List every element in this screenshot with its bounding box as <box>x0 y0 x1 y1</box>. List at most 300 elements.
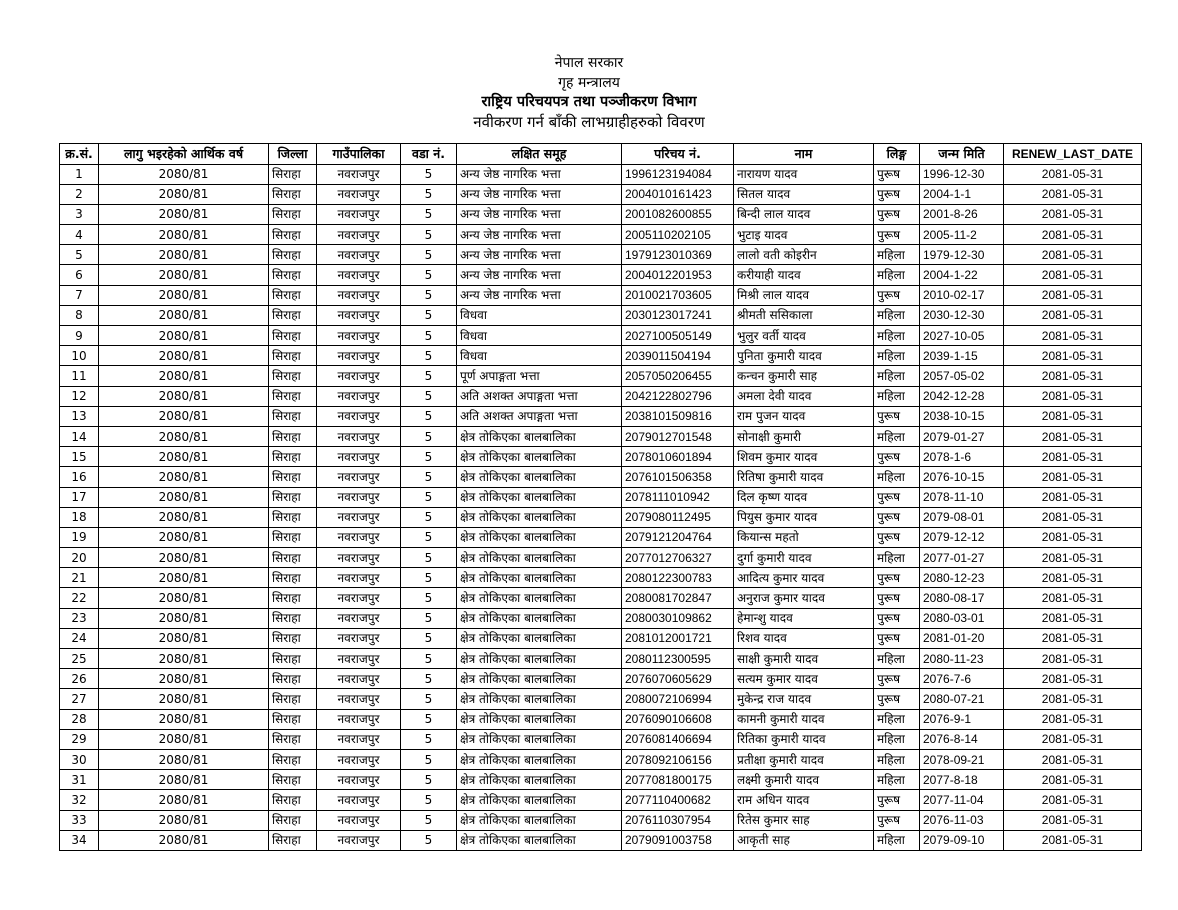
municipality-cell: नवराजपुर <box>317 649 401 669</box>
target-group-cell: क्षेत्र तोकिएका बालबालिका <box>457 830 622 850</box>
district-cell: सिराहा <box>269 709 317 729</box>
gender-cell: पुरूष <box>874 790 920 810</box>
target-group-cell: क्षेत्र तोकिएका बालबालिका <box>457 588 622 608</box>
renew-last-date-cell: 2081-05-31 <box>1004 548 1142 568</box>
target-group-cell: क्षेत्र तोकिएका बालबालिका <box>457 507 622 527</box>
gender-cell: पुरूष <box>874 568 920 588</box>
district-cell: सिराहा <box>269 366 317 386</box>
fiscal-year-cell: 2080/81 <box>99 729 269 749</box>
birth-date-cell: 2078-09-21 <box>920 749 1004 769</box>
id-number-cell: 2076070605629 <box>622 669 734 689</box>
gender-cell: पुरूष <box>874 527 920 547</box>
ward-number-cell: 5 <box>401 326 457 346</box>
id-number-cell: 2005110202105 <box>622 225 734 245</box>
birth-date-cell: 2080-07-21 <box>920 689 1004 709</box>
ward-number-cell: 5 <box>401 487 457 507</box>
id-number-cell: 2010021703605 <box>622 285 734 305</box>
id-number-cell: 2081012001721 <box>622 628 734 648</box>
table-row <box>60 245 1142 265</box>
renew-last-date-cell: 2081-05-31 <box>1004 527 1142 547</box>
district-cell: सिराहा <box>269 669 317 689</box>
column-header: वडा नं. <box>401 144 457 165</box>
renew-last-date-cell: 2081-05-31 <box>1004 649 1142 669</box>
district-cell: सिराहा <box>269 729 317 749</box>
table-row <box>60 669 1142 689</box>
target-group-cell: विधवा <box>457 326 622 346</box>
target-group-cell: क्षेत्र तोकिएका बालबालिका <box>457 487 622 507</box>
fiscal-year-cell: 2080/81 <box>99 245 269 265</box>
district-cell: सिराहा <box>269 285 317 305</box>
birth-date-cell: 1996-12-30 <box>920 164 1004 184</box>
municipality-cell: नवराजपुर <box>317 608 401 628</box>
gender-cell: महिला <box>874 749 920 769</box>
id-number-cell: 2057050206455 <box>622 366 734 386</box>
table-row <box>60 204 1142 224</box>
document-title: नवीकरण गर्न बाँकी लाभग्राहीहरुको विवरण <box>473 112 705 131</box>
table-row <box>60 426 1142 446</box>
id-number-cell: 2080072106994 <box>622 689 734 709</box>
table-row <box>60 790 1142 810</box>
district-cell: सिराहा <box>269 225 317 245</box>
serial-number-cell: 34 <box>60 830 99 850</box>
column-header: परिचय नं. <box>622 144 734 165</box>
fiscal-year-cell: 2080/81 <box>99 749 269 769</box>
target-group-cell: क्षेत्र तोकिएका बालबालिका <box>457 548 622 568</box>
renew-last-date-cell: 2081-05-31 <box>1004 507 1142 527</box>
ward-number-cell: 5 <box>401 245 457 265</box>
fiscal-year-cell: 2080/81 <box>99 628 269 648</box>
renew-last-date-cell: 2081-05-31 <box>1004 790 1142 810</box>
birth-date-cell: 2080-11-23 <box>920 649 1004 669</box>
district-cell: सिराहा <box>269 689 317 709</box>
municipality-cell: नवराजपुर <box>317 588 401 608</box>
municipality-cell: नवराजपुर <box>317 184 401 204</box>
fiscal-year-cell: 2080/81 <box>99 204 269 224</box>
ward-number-cell: 5 <box>401 467 457 487</box>
column-header: जन्म मिति <box>920 144 1004 165</box>
target-group-cell: क्षेत्र तोकिएका बालबालिका <box>457 749 622 769</box>
district-cell: सिराहा <box>269 548 317 568</box>
serial-number-cell: 7 <box>60 285 99 305</box>
fiscal-year-cell: 2080/81 <box>99 487 269 507</box>
birth-date-cell: 2081-01-20 <box>920 628 1004 648</box>
fiscal-year-cell: 2080/81 <box>99 426 269 446</box>
fiscal-year-cell: 2080/81 <box>99 164 269 184</box>
district-cell: सिराहा <box>269 588 317 608</box>
municipality-cell: नवराजपुर <box>317 326 401 346</box>
serial-number-cell: 27 <box>60 689 99 709</box>
birth-date-cell: 2039-1-15 <box>920 346 1004 366</box>
gender-cell: पुरूष <box>874 225 920 245</box>
table-row <box>60 588 1142 608</box>
target-group-cell: क्षेत्र तोकिएका बालबालिका <box>457 709 622 729</box>
name-cell: श्रीमती ससिकाला <box>734 305 874 325</box>
name-cell: हेमान्शु यादव <box>734 608 874 628</box>
ward-number-cell: 5 <box>401 265 457 285</box>
target-group-cell: क्षेत्र तोकिएका बालबालिका <box>457 568 622 588</box>
table-row <box>60 608 1142 628</box>
column-header: नाम <box>734 144 874 165</box>
renew-last-date-cell: 2081-05-31 <box>1004 366 1142 386</box>
birth-date-cell: 2076-7-6 <box>920 669 1004 689</box>
name-cell: पुनिता कुमारी यादव <box>734 346 874 366</box>
id-number-cell: 2038101509816 <box>622 406 734 426</box>
serial-number-cell: 12 <box>60 386 99 406</box>
id-number-cell: 2076110307954 <box>622 810 734 830</box>
name-cell: अनुराज कुमार यादव <box>734 588 874 608</box>
municipality-cell: नवराजपुर <box>317 366 401 386</box>
serial-number-cell: 15 <box>60 447 99 467</box>
target-group-cell: पूर्ण अपाङ्गता भत्ता <box>457 366 622 386</box>
column-header: लागु भइरहेको आर्थिक वर्ष <box>99 144 269 165</box>
id-number-cell: 2079012701548 <box>622 426 734 446</box>
district-cell: सिराहा <box>269 810 317 830</box>
gender-cell: पुरूष <box>874 588 920 608</box>
ward-number-cell: 5 <box>401 608 457 628</box>
municipality-cell: नवराजपुर <box>317 790 401 810</box>
table-header-row <box>60 144 1142 165</box>
target-group-cell: क्षेत्र तोकिएका बालबालिका <box>457 628 622 648</box>
ward-number-cell: 5 <box>401 346 457 366</box>
name-cell: कियान्स महतो <box>734 527 874 547</box>
name-cell: दुर्गा कुमारी यादव <box>734 548 874 568</box>
district-cell: सिराहा <box>269 204 317 224</box>
name-cell: राम अधिन यादव <box>734 790 874 810</box>
fiscal-year-cell: 2080/81 <box>99 568 269 588</box>
id-number-cell: 2079091003758 <box>622 830 734 850</box>
name-cell: नारायण यादव <box>734 164 874 184</box>
name-cell: सोनाक्षी कुमारी <box>734 426 874 446</box>
table-row <box>60 628 1142 648</box>
serial-number-cell: 24 <box>60 628 99 648</box>
municipality-cell: नवराजपुर <box>317 830 401 850</box>
municipality-cell: नवराजपुर <box>317 447 401 467</box>
government-name: नेपाल सरकार <box>554 55 624 71</box>
fiscal-year-cell: 2080/81 <box>99 507 269 527</box>
renew-last-date-cell: 2081-05-31 <box>1004 770 1142 790</box>
table-row <box>60 447 1142 467</box>
document-header <box>0 54 1178 132</box>
ward-number-cell: 5 <box>401 184 457 204</box>
renew-last-date-cell: 2081-05-31 <box>1004 810 1142 830</box>
serial-number-cell: 31 <box>60 770 99 790</box>
birth-date-cell: 2079-12-12 <box>920 527 1004 547</box>
id-number-cell: 1996123194084 <box>622 164 734 184</box>
fiscal-year-cell: 2080/81 <box>99 366 269 386</box>
municipality-cell: नवराजपुर <box>317 346 401 366</box>
district-cell: सिराहा <box>269 326 317 346</box>
district-cell: सिराहा <box>269 527 317 547</box>
ward-number-cell: 5 <box>401 507 457 527</box>
id-number-cell: 2078111010942 <box>622 487 734 507</box>
fiscal-year-cell: 2080/81 <box>99 285 269 305</box>
renew-last-date-cell: 2081-05-31 <box>1004 326 1142 346</box>
fiscal-year-cell: 2080/81 <box>99 689 269 709</box>
serial-number-cell: 30 <box>60 749 99 769</box>
serial-number-cell: 21 <box>60 568 99 588</box>
fiscal-year-cell: 2080/81 <box>99 669 269 689</box>
table-row <box>60 386 1142 406</box>
ward-number-cell: 5 <box>401 669 457 689</box>
ward-number-cell: 5 <box>401 204 457 224</box>
table-row <box>60 164 1142 184</box>
renew-last-date-cell: 2081-05-31 <box>1004 669 1142 689</box>
district-cell: सिराहा <box>269 346 317 366</box>
gender-cell: पुरूष <box>874 608 920 628</box>
name-cell: कन्चन कुमारी साह <box>734 366 874 386</box>
id-number-cell: 2080081702847 <box>622 588 734 608</box>
birth-date-cell: 2010-02-17 <box>920 285 1004 305</box>
gender-cell: पुरूष <box>874 164 920 184</box>
gender-cell: पुरूष <box>874 184 920 204</box>
target-group-cell: क्षेत्र तोकिएका बालबालिका <box>457 810 622 830</box>
ward-number-cell: 5 <box>401 770 457 790</box>
table-row <box>60 285 1142 305</box>
birth-date-cell: 2030-12-30 <box>920 305 1004 325</box>
serial-number-cell: 9 <box>60 326 99 346</box>
renew-last-date-cell: 2081-05-31 <box>1004 346 1142 366</box>
ward-number-cell: 5 <box>401 164 457 184</box>
fiscal-year-cell: 2080/81 <box>99 790 269 810</box>
table-row <box>60 568 1142 588</box>
target-group-cell: अति अशक्त अपाङ्गता भत्ता <box>457 406 622 426</box>
renew-last-date-cell: 2081-05-31 <box>1004 225 1142 245</box>
name-cell: दिल कृष्ण यादव <box>734 487 874 507</box>
serial-number-cell: 20 <box>60 548 99 568</box>
target-group-cell: क्षेत्र तोकिएका बालबालिका <box>457 426 622 446</box>
municipality-cell: नवराजपुर <box>317 265 401 285</box>
district-cell: सिराहा <box>269 568 317 588</box>
serial-number-cell: 17 <box>60 487 99 507</box>
column-header: लक्षित समूह <box>457 144 622 165</box>
gender-cell: महिला <box>874 265 920 285</box>
municipality-cell: नवराजपुर <box>317 507 401 527</box>
birth-date-cell: 2004-1-1 <box>920 184 1004 204</box>
name-cell: रितेस कुमार साह <box>734 810 874 830</box>
name-cell: आदित्य कुमार यादव <box>734 568 874 588</box>
district-cell: सिराहा <box>269 830 317 850</box>
serial-number-cell: 10 <box>60 346 99 366</box>
target-group-cell: क्षेत्र तोकिएका बालबालिका <box>457 447 622 467</box>
name-cell: साक्षी कुमारी यादव <box>734 649 874 669</box>
renew-last-date-cell: 2081-05-31 <box>1004 487 1142 507</box>
renew-last-date-cell: 2081-05-31 <box>1004 164 1142 184</box>
name-cell: रिशव यादव <box>734 628 874 648</box>
fiscal-year-cell: 2080/81 <box>99 265 269 285</box>
gender-cell: महिला <box>874 548 920 568</box>
birth-date-cell: 2005-11-2 <box>920 225 1004 245</box>
fiscal-year-cell: 2080/81 <box>99 326 269 346</box>
renew-last-date-cell: 2081-05-31 <box>1004 204 1142 224</box>
target-group-cell: अन्य जेष्ठ नागरिक भत्ता <box>457 245 622 265</box>
gender-cell: पुरूष <box>874 447 920 467</box>
ward-number-cell: 5 <box>401 689 457 709</box>
birth-date-cell: 2001-8-26 <box>920 204 1004 224</box>
serial-number-cell: 11 <box>60 366 99 386</box>
ward-number-cell: 5 <box>401 548 457 568</box>
municipality-cell: नवराजपुर <box>317 426 401 446</box>
name-cell: पियुस कुमार यादव <box>734 507 874 527</box>
municipality-cell: नवराजपुर <box>317 568 401 588</box>
serial-number-cell: 8 <box>60 305 99 325</box>
birth-date-cell: 2027-10-05 <box>920 326 1004 346</box>
renew-last-date-cell: 2081-05-31 <box>1004 749 1142 769</box>
table-body <box>60 164 1142 850</box>
fiscal-year-cell: 2080/81 <box>99 527 269 547</box>
target-group-cell: अन्य जेष्ठ नागरिक भत्ता <box>457 204 622 224</box>
fiscal-year-cell: 2080/81 <box>99 225 269 245</box>
target-group-cell: विधवा <box>457 346 622 366</box>
fiscal-year-cell: 2080/81 <box>99 467 269 487</box>
renew-last-date-cell: 2081-05-31 <box>1004 729 1142 749</box>
district-cell: सिराहा <box>269 426 317 446</box>
column-header: RENEW_LAST_DATE <box>1004 144 1142 165</box>
district-cell: सिराहा <box>269 265 317 285</box>
name-cell: मिश्री लाल यादव <box>734 285 874 305</box>
district-cell: सिराहा <box>269 649 317 669</box>
ward-number-cell: 5 <box>401 790 457 810</box>
renew-last-date-cell: 2081-05-31 <box>1004 689 1142 709</box>
gender-cell: महिला <box>874 709 920 729</box>
municipality-cell: नवराजपुर <box>317 386 401 406</box>
id-number-cell: 2076081406694 <box>622 729 734 749</box>
serial-number-cell: 13 <box>60 406 99 426</box>
district-cell: सिराहा <box>269 487 317 507</box>
municipality-cell: नवराजपुर <box>317 749 401 769</box>
id-number-cell: 2042122802796 <box>622 386 734 406</box>
birth-date-cell: 2080-12-23 <box>920 568 1004 588</box>
fiscal-year-cell: 2080/81 <box>99 709 269 729</box>
municipality-cell: नवराजपुर <box>317 305 401 325</box>
ward-number-cell: 5 <box>401 406 457 426</box>
district-cell: सिराहा <box>269 406 317 426</box>
renew-last-date-cell: 2081-05-31 <box>1004 426 1142 446</box>
table-row <box>60 548 1142 568</box>
table-row <box>60 770 1142 790</box>
column-header: लिङ्ग <box>874 144 920 165</box>
name-cell: बिन्दी लाल यादव <box>734 204 874 224</box>
municipality-cell: नवराजपुर <box>317 669 401 689</box>
birth-date-cell: 2077-11-04 <box>920 790 1004 810</box>
ward-number-cell: 5 <box>401 749 457 769</box>
municipality-cell: नवराजपुर <box>317 527 401 547</box>
fiscal-year-cell: 2080/81 <box>99 346 269 366</box>
gender-cell: पुरूष <box>874 487 920 507</box>
serial-number-cell: 18 <box>60 507 99 527</box>
name-cell: लालो वती कोइरीन <box>734 245 874 265</box>
fiscal-year-cell: 2080/81 <box>99 305 269 325</box>
ward-number-cell: 5 <box>401 568 457 588</box>
birth-date-cell: 2038-10-15 <box>920 406 1004 426</box>
id-number-cell: 2078092106156 <box>622 749 734 769</box>
target-group-cell: अन्य जेष्ठ नागरिक भत्ता <box>457 265 622 285</box>
fiscal-year-cell: 2080/81 <box>99 810 269 830</box>
ward-number-cell: 5 <box>401 649 457 669</box>
target-group-cell: क्षेत्र तोकिएका बालबालिका <box>457 608 622 628</box>
renew-last-date-cell: 2081-05-31 <box>1004 265 1142 285</box>
birth-date-cell: 2076-11-03 <box>920 810 1004 830</box>
gender-cell: महिला <box>874 366 920 386</box>
name-cell: शिवम कुमार यादव <box>734 447 874 467</box>
renew-last-date-cell: 2081-05-31 <box>1004 588 1142 608</box>
name-cell: रितिषा कुमारी यादव <box>734 467 874 487</box>
serial-number-cell: 33 <box>60 810 99 830</box>
serial-number-cell: 25 <box>60 649 99 669</box>
gender-cell: पुरूष <box>874 689 920 709</box>
renew-last-date-cell: 2081-05-31 <box>1004 568 1142 588</box>
id-number-cell: 2079121204764 <box>622 527 734 547</box>
id-number-cell: 2078010601894 <box>622 447 734 467</box>
fiscal-year-cell: 2080/81 <box>99 548 269 568</box>
serial-number-cell: 4 <box>60 225 99 245</box>
target-group-cell: क्षेत्र तोकिएका बालबालिका <box>457 729 622 749</box>
name-cell: अमला देवी यादव <box>734 386 874 406</box>
gender-cell: पुरूष <box>874 669 920 689</box>
table-row <box>60 487 1142 507</box>
birth-date-cell: 2079-01-27 <box>920 426 1004 446</box>
target-group-cell: क्षेत्र तोकिएका बालबालिका <box>457 467 622 487</box>
serial-number-cell: 5 <box>60 245 99 265</box>
ward-number-cell: 5 <box>401 830 457 850</box>
district-cell: सिराहा <box>269 507 317 527</box>
serial-number-cell: 22 <box>60 588 99 608</box>
gender-cell: महिला <box>874 467 920 487</box>
table-row <box>60 265 1142 285</box>
ward-number-cell: 5 <box>401 628 457 648</box>
gender-cell: महिला <box>874 386 920 406</box>
renew-last-date-cell: 2081-05-31 <box>1004 709 1142 729</box>
gender-cell: महिला <box>874 326 920 346</box>
gender-cell: महिला <box>874 830 920 850</box>
id-number-cell: 1979123010369 <box>622 245 734 265</box>
district-cell: सिराहा <box>269 386 317 406</box>
name-cell: करीयाही यादव <box>734 265 874 285</box>
renew-last-date-cell: 2081-05-31 <box>1004 830 1142 850</box>
municipality-cell: नवराजपुर <box>317 689 401 709</box>
birth-date-cell: 2057-05-02 <box>920 366 1004 386</box>
renew-last-date-cell: 2081-05-31 <box>1004 305 1142 325</box>
fiscal-year-cell: 2080/81 <box>99 608 269 628</box>
birth-date-cell: 2076-8-14 <box>920 729 1004 749</box>
target-group-cell: क्षेत्र तोकिएका बालबालिका <box>457 790 622 810</box>
municipality-cell: नवराजपुर <box>317 810 401 830</box>
birth-date-cell: 2004-1-22 <box>920 265 1004 285</box>
id-number-cell: 2076101506358 <box>622 467 734 487</box>
ward-number-cell: 5 <box>401 729 457 749</box>
birth-date-cell: 2080-03-01 <box>920 608 1004 628</box>
gender-cell: महिला <box>874 245 920 265</box>
table-row <box>60 527 1142 547</box>
table-row <box>60 749 1142 769</box>
serial-number-cell: 2 <box>60 184 99 204</box>
serial-number-cell: 28 <box>60 709 99 729</box>
name-cell: प्रतीक्षा कुमारी यादव <box>734 749 874 769</box>
municipality-cell: नवराजपुर <box>317 487 401 507</box>
name-cell: सितल यादव <box>734 184 874 204</box>
district-cell: सिराहा <box>269 467 317 487</box>
district-cell: सिराहा <box>269 245 317 265</box>
fiscal-year-cell: 2080/81 <box>99 386 269 406</box>
table-row <box>60 346 1142 366</box>
target-group-cell: क्षेत्र तोकिएका बालबालिका <box>457 669 622 689</box>
table-row <box>60 649 1142 669</box>
municipality-cell: नवराजपुर <box>317 164 401 184</box>
name-cell: भुटाइ यादव <box>734 225 874 245</box>
fiscal-year-cell: 2080/81 <box>99 184 269 204</box>
table-row <box>60 406 1142 426</box>
ward-number-cell: 5 <box>401 285 457 305</box>
fiscal-year-cell: 2080/81 <box>99 588 269 608</box>
